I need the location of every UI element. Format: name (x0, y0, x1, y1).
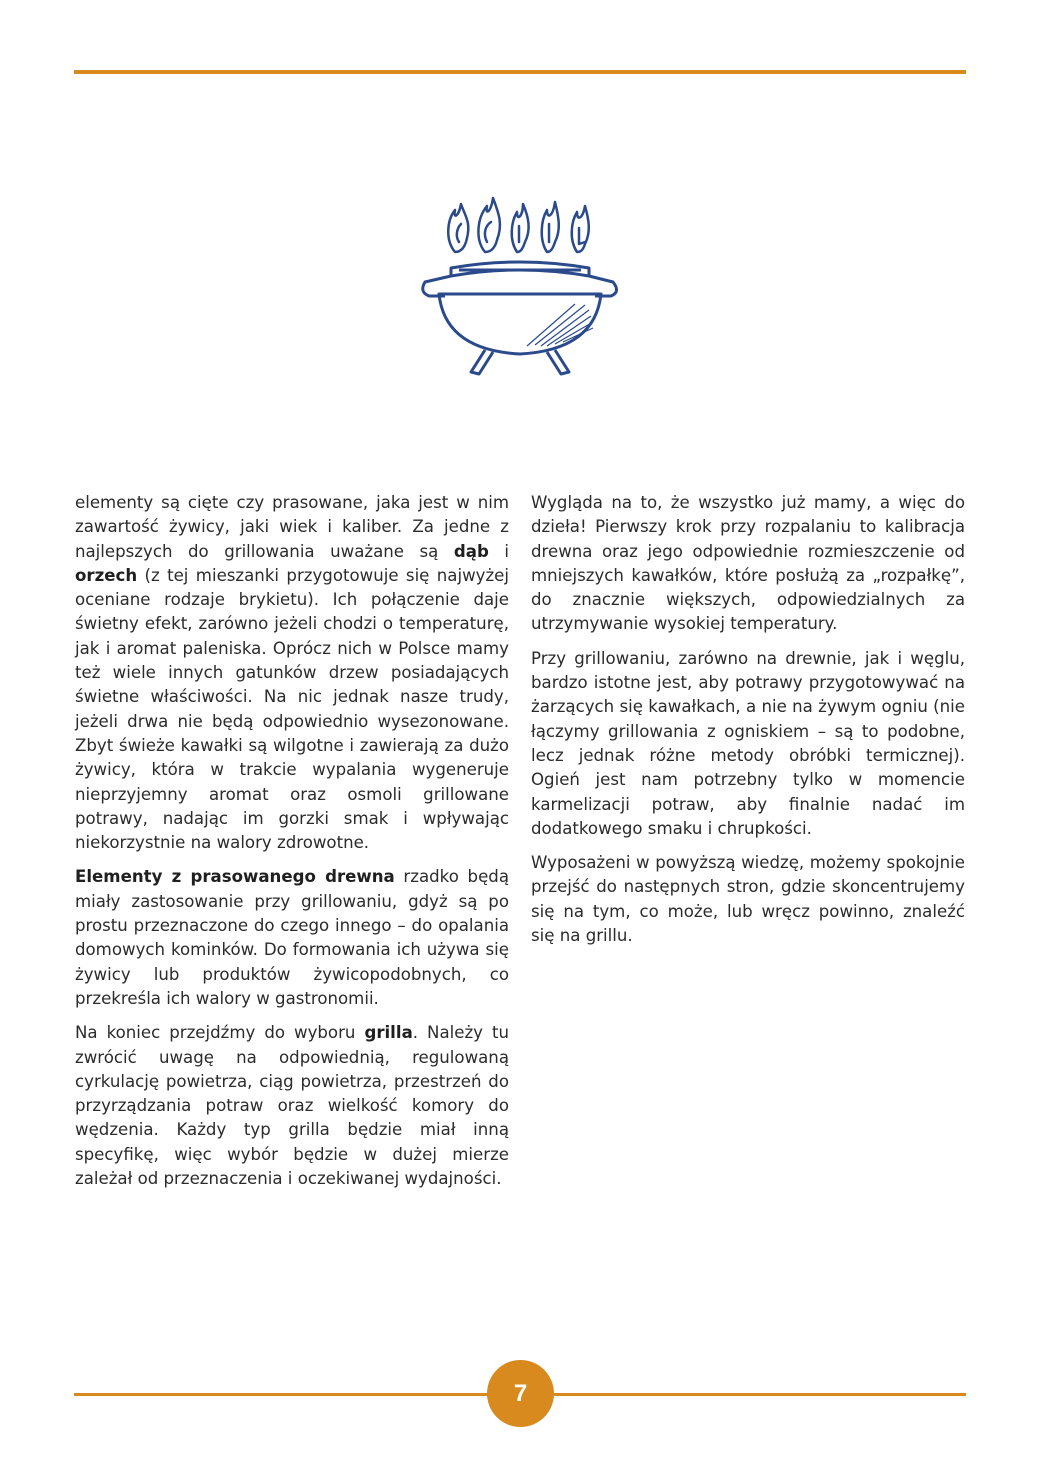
grill-title-text: GRILL (415, 180, 418, 181)
paragraph: Przy grillowaniu, zarówno na drewnie, jak i węglu, bardzo istotne jest, aby potrawy przygotowywać na żarzących się kawałkach, a nie na żywym ogniu (nie łączymy grillowania z ogniskiem – są to podobne, lecz jednak różne metody obróbki termicznej). Ogień jest nam potrzebny tylko w momencie karmelizacji potraw, aby finalnie nadać im dodatkowego smaku i chrupkości. (531, 648, 965, 838)
page-number: 7 (487, 1360, 554, 1427)
paragraph: elementy są cięte czy prasowane, jaka jest w nim zawartość żywicy, jaki wiek i kaliber. Za jedne z najlepszych do grillowania uważane są dąb i orzech (z tej mieszanki przygotowuje się najwyżej oceniane rodzaje brykietu). Ich połączenie daje świetny efekt, zarówno jeżeli chodzi o temperaturę, jak i aromat paleniska. Oprócz nich w Polsce mamy też wiele innych gatunków drzew posiadających świetne właściwości. Na nic jednak nasze trudy, jeżeli drwa nie będą odpowiednio wysezonowane. Zbyt świeże kawałki są wilgotne i zawierają za dużo żywicy, która w trakcie wypalania wygeneruje nieprzyjemny aromat oraz osmoli grillowane potrawy, nadając im gorzki smak i wpływając niekorzystnie na walory zdrowotne. (75, 493, 509, 853)
grill-icon (415, 180, 625, 380)
right-column (531, 491, 965, 958)
paragraph: Elementy z prasowanego drewna rzadko będą miały zastosowanie przy grillowaniu, gdyż są po prostu przeznaczone do czego innego – do opalania domowych kominków. Do formowania ich używa się żywicy lub produktów żywicopodobnych, co przekreśla ich walory w gastronomii. (75, 867, 509, 1008)
paragraph: Wyposażeni w powyższą wiedzę, możemy spokojnie przejść do następnych stron, gdzie skoncentrujemy się na tym, co może, lub wręcz powinno, znaleźć się na grillu. (531, 853, 965, 946)
paragraph: Na koniec przejdźmy do wyboru grilla. Należy tu zwrócić uwagę na odpowiednią, regulowaną cyrkulację powietrza, ciąg powietrza, przestrzeń do przyrządzania potraw oraz wielkość komory do wędzenia. Każdy typ grilla będzie miał inną specyfikę, więc wybór będzie w dużej mierze zależał od przeznaczenia i oczekiwanej wydajności. (75, 1023, 509, 1189)
left-column (75, 491, 509, 1201)
top-divider (74, 70, 966, 74)
paragraph: Wygląda na to, że wszystko już mamy, a więc do dzieła! Pierwszy krok przy rozpalaniu to kalibracja drewna oraz jego odpowiednie rozmieszczenie od mniejszych kawałków, które posłużą za „rozpałkę”, do znacznie większych, odpowiedzialnych za utrzymywanie wysokiej temperatury. (531, 493, 965, 634)
